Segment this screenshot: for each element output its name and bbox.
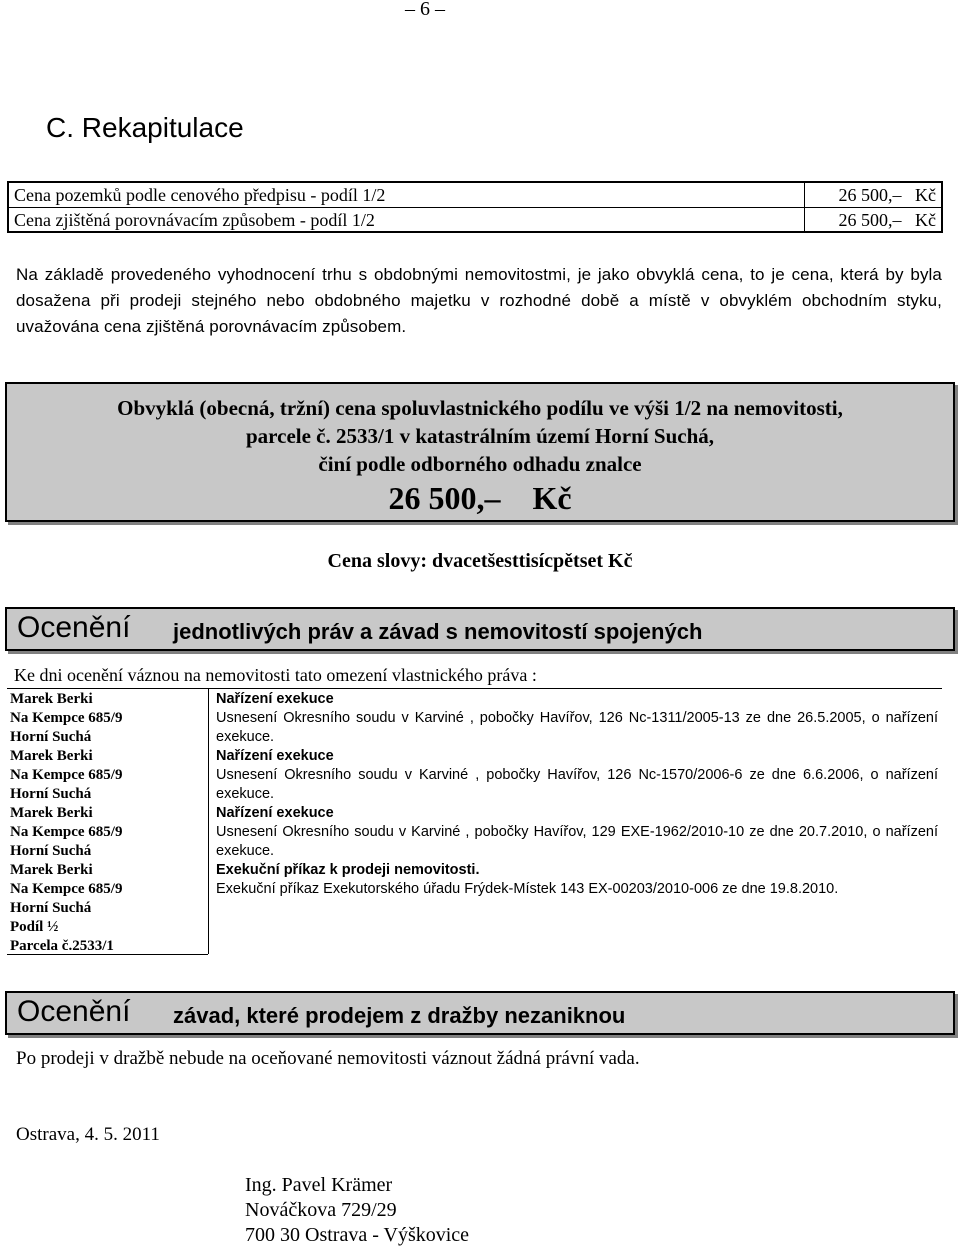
price-amount: 26 500,– Kč — [838, 185, 936, 205]
burden-description: Usnesení Okresního soudu v Karviné , pobočky Havířov, 129 EXE-1962/2010-10 ze dne 20.7.2010, o nařízení exekuce. — [216, 824, 938, 859]
burden-owner: Marek Berki Na Kempce 685/9 Horní Suchá Podíl ½ Parcela č.2533/1 — [10, 862, 123, 954]
price-amount: 26 500,– Kč — [838, 210, 936, 230]
burden-entry — [216, 861, 938, 899]
burden-description: Exekuční příkaz Exekutorského úřadu Frýdek-Místek 143 EX-00203/2010-006 ze dne 19.8.2010. — [216, 881, 839, 897]
price-in-words: Cena slovy: dvacetšesttisícpětset Kč — [327, 550, 633, 572]
burden-entry — [216, 747, 938, 804]
heading-rights-burdens — [5, 607, 955, 651]
heading-big-word: Ocenění — [17, 611, 131, 644]
market-value-box — [5, 382, 955, 522]
price-table — [7, 181, 943, 233]
table-row — [9, 183, 941, 207]
no-burdens-statement: Po prodeji v dražbě nebude na oceňované nemovitosti váznout žádná právní vada. — [16, 1048, 640, 1069]
intro-paragraph: Na základě provedeného vyhodnocení trhu s obdobnými nemovitostmi, je jako obvyklá cena, to je cena, která by byla dosažena při prodeji stejného nebo obdobného majetku v rozhodné době a místě v obvyklém obchodním styku, uvažována cena zjištěná porovnávacím způsobem. — [16, 265, 942, 336]
signature-city: 700 30 Ostrava - Výškovice — [245, 1224, 470, 1246]
value-box-line: činí podle odborného odhadu znalce — [318, 452, 642, 476]
signature-name: Ing. Pavel Krämer — [245, 1174, 393, 1196]
market-value-amount: 26 500,– Kč — [388, 480, 572, 516]
value-box-line: parcele č. 2533/1 v katastrálním území Horní Suchá, — [246, 424, 714, 448]
heading-rest: závad, které prodejem z dražby nezaniknou — [173, 1003, 626, 1028]
table-row — [9, 208, 941, 232]
price-label: Cena pozemků podle cenového předpisu - podíl 1/2 — [14, 185, 386, 205]
place-date: Ostrava, 4. 5. 2011 — [16, 1124, 160, 1145]
burden-title: Exekuční příkaz k prodeji nemovitosti. — [216, 862, 480, 878]
price-label: Cena zjištěná porovnávacím způsobem - podíl 1/2 — [14, 210, 375, 230]
value-box-line: Obvyklá (obecná, tržní) cena spoluvlastnického podílu ve výši 1/2 na nemovitosti, — [117, 396, 843, 420]
burden-entry — [216, 690, 938, 747]
burden-description: Usnesení Okresního soudu v Karviné , pobočky Havířov, 126 Nc-1570/2006-6 ze dne 6.6.2006, o nařízení exekuce. — [216, 767, 938, 802]
signature-street: Nováčkova 729/29 — [245, 1199, 397, 1221]
burden-intro: Ke dni ocenění váznou na nemovitosti tato omezení vlastnického práva : — [14, 665, 537, 685]
burden-title: Nařízení exekuce — [216, 691, 334, 707]
burden-description: Usnesení Okresního soudu v Karviné , pobočky Havířov, 126 Nc-1311/2005-13 ze dne 26.5.2005, o nařízení exekuce. — [216, 710, 938, 745]
burden-owner: Marek Berki Na Kempce 685/9 Horní Suchá — [10, 691, 123, 745]
signature-block — [245, 1173, 469, 1248]
heading-big-word: Ocenění — [17, 995, 131, 1028]
burden-table-divider — [208, 688, 209, 954]
page-number: – 6 – — [405, 0, 445, 20]
heading-rest: jednotlivých práv a závad s nemovitostí spojených — [173, 619, 703, 644]
heading-surviving-burdens — [5, 991, 955, 1035]
burden-table-top-rule — [7, 688, 942, 689]
burden-entry — [216, 804, 938, 861]
burden-title: Nařízení exekuce — [216, 805, 334, 821]
burden-owner: Marek Berki Na Kempce 685/9 Horní Suchá — [10, 805, 123, 859]
burden-owner: Marek Berki Na Kempce 685/9 Horní Suchá — [10, 748, 123, 802]
burden-title: Nařízení exekuce — [216, 748, 334, 764]
section-title: C. Rekapitulace — [46, 112, 244, 143]
